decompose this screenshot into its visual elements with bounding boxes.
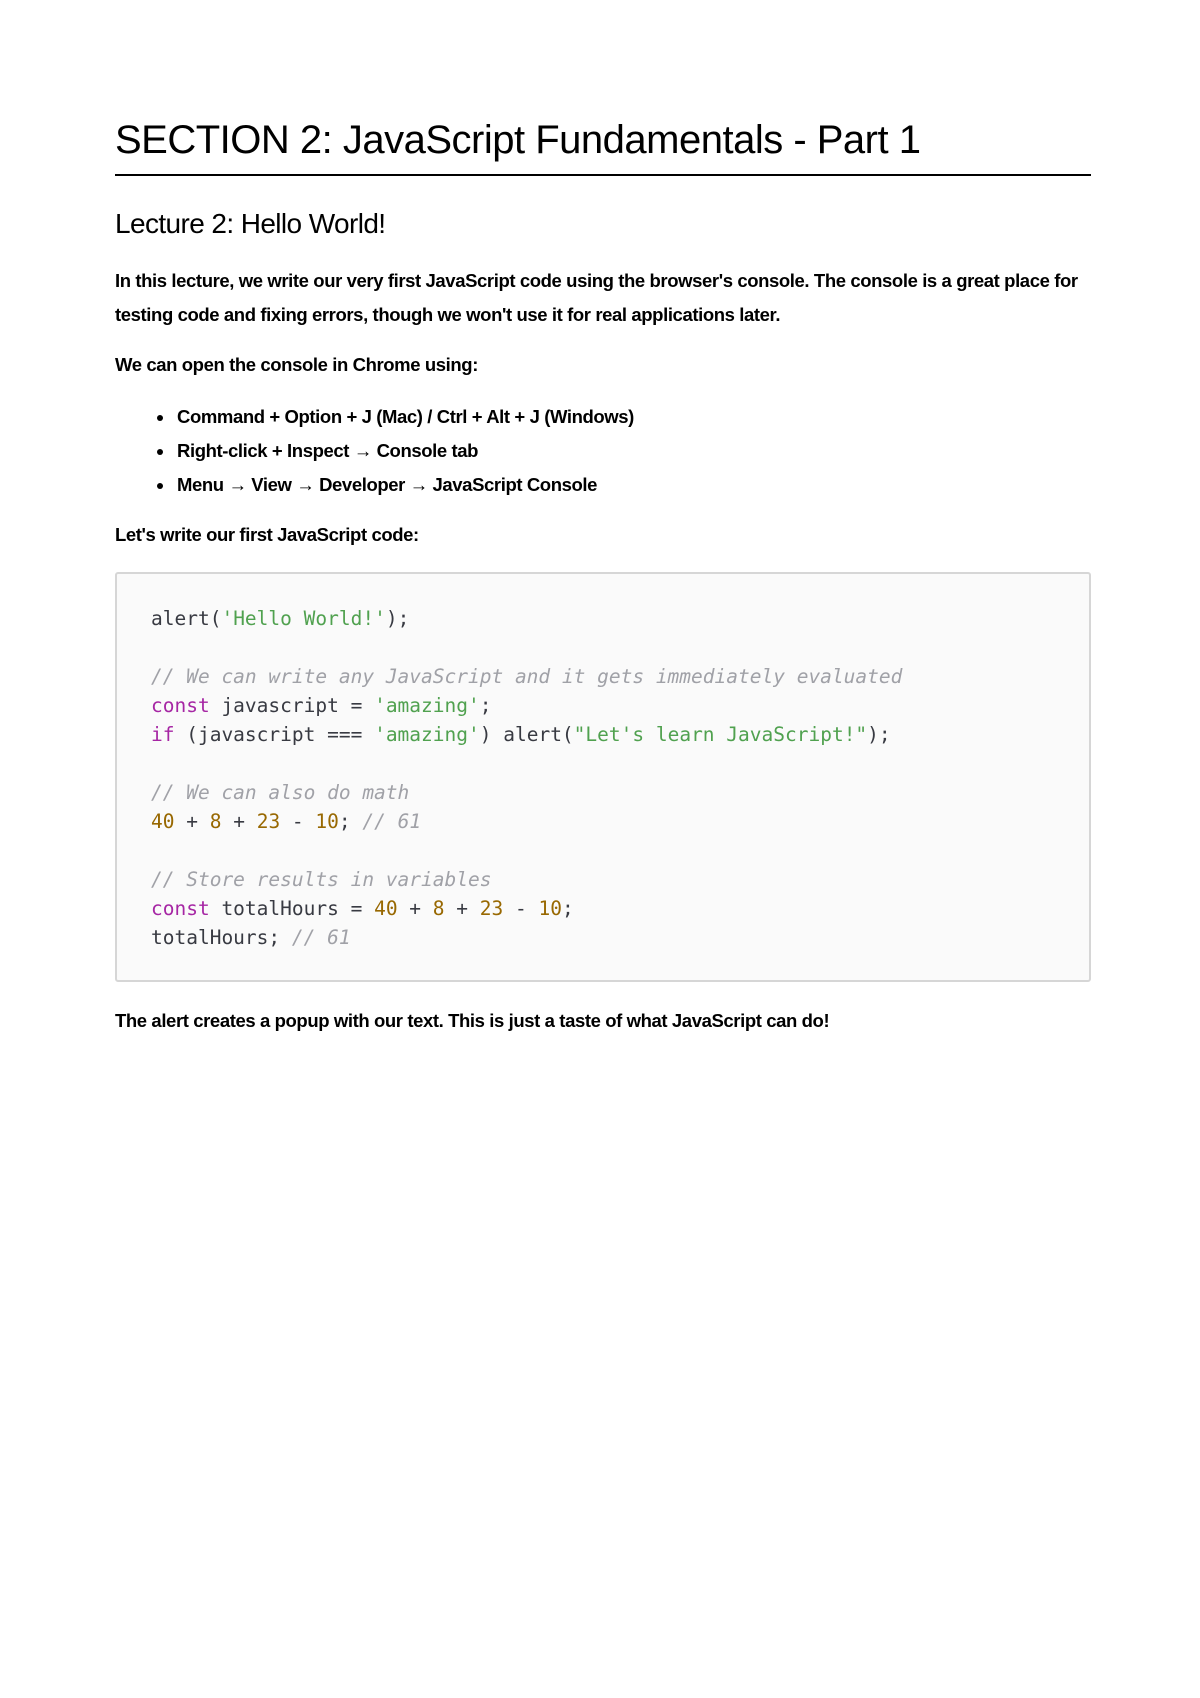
code-string: "Let's learn JavaScript!" [573,723,868,746]
code-line [151,662,1055,691]
code-line [151,720,1055,749]
code-line [151,749,1055,778]
code-number: 23 [479,897,504,920]
console-intro-text: We can open the console in Chrome using: [115,354,478,375]
code-text: alert( [151,607,222,630]
code-text: - [280,810,316,833]
code-line [151,807,1055,836]
code-comment: // Store results in variables [151,868,492,891]
code-keyword: const [151,694,210,717]
code-line [151,778,1055,807]
section-title: SECTION 2: JavaScript Fundamentals - Part 1 [115,110,1091,176]
code-number: 8 [432,897,445,920]
code-block [115,572,1091,982]
shortcut-item-menu: • Menu → View → Developer → JavaScript Console [175,468,1091,502]
code-text: + [397,897,433,920]
code-number: 40 [374,897,398,920]
code-text: + [444,897,480,920]
document-page [115,110,1091,1038]
code-comment: // We can write any JavaScript and it gets immediately evaluated [151,665,903,688]
code-number: 10 [538,897,562,920]
code-text: totalHours = [209,897,375,920]
code-text: javascript = [209,694,375,717]
code-number: 23 [256,810,281,833]
code-intro-text: Let's write our first JavaScript code: [115,524,419,545]
code-text: totalHours; [151,926,292,949]
code-text: ; [338,810,363,833]
code-text: + [174,810,210,833]
code-line [151,691,1055,720]
code-string: 'Hello World!' [221,607,386,630]
code-string: 'amazing' [374,694,480,717]
code-line [151,894,1055,923]
code-text: ); [867,723,891,746]
code-text: ; [561,897,574,920]
code-keyword: const [151,897,210,920]
lecture-title: Lecture 2: Hello World! [115,208,386,239]
shortcut-list [115,400,1091,502]
code-text: (javascript === [174,723,375,746]
code-keyword: if [151,723,175,746]
intro-paragraph: In this lecture, we write our very first JavaScript code using the browser's console. The console is a great place for testing code and fixing errors, though we won't use it for real applications later. [115,270,1078,325]
code-line [151,865,1055,894]
code-line [151,836,1055,865]
code-text: + [221,810,257,833]
closing-paragraph: The alert creates a popup with our text. This is just a taste of what JavaScript can do! [115,1010,830,1031]
shortcut-item-inspect: • Right-click + Inspect → Console tab [175,434,1091,468]
code-text: ); [385,607,410,630]
code-number: 40 [151,810,175,833]
code-number: 8 [209,810,222,833]
code-line [151,633,1055,662]
code-string: 'amazing' [374,723,480,746]
shortcut-item-keyboard: • Command + Option + J (Mac) / Ctrl + Alt + J (Windows) [175,400,1091,434]
code-comment: // 61 [291,926,351,949]
code-number: 10 [315,810,339,833]
code-text: - [503,897,539,920]
code-line [151,923,1055,952]
code-text: ; [479,694,492,717]
code-line [151,604,1055,633]
code-comment: // 61 [362,810,422,833]
code-comment: // We can also do math [151,781,410,804]
code-text: ) alert( [479,723,574,746]
